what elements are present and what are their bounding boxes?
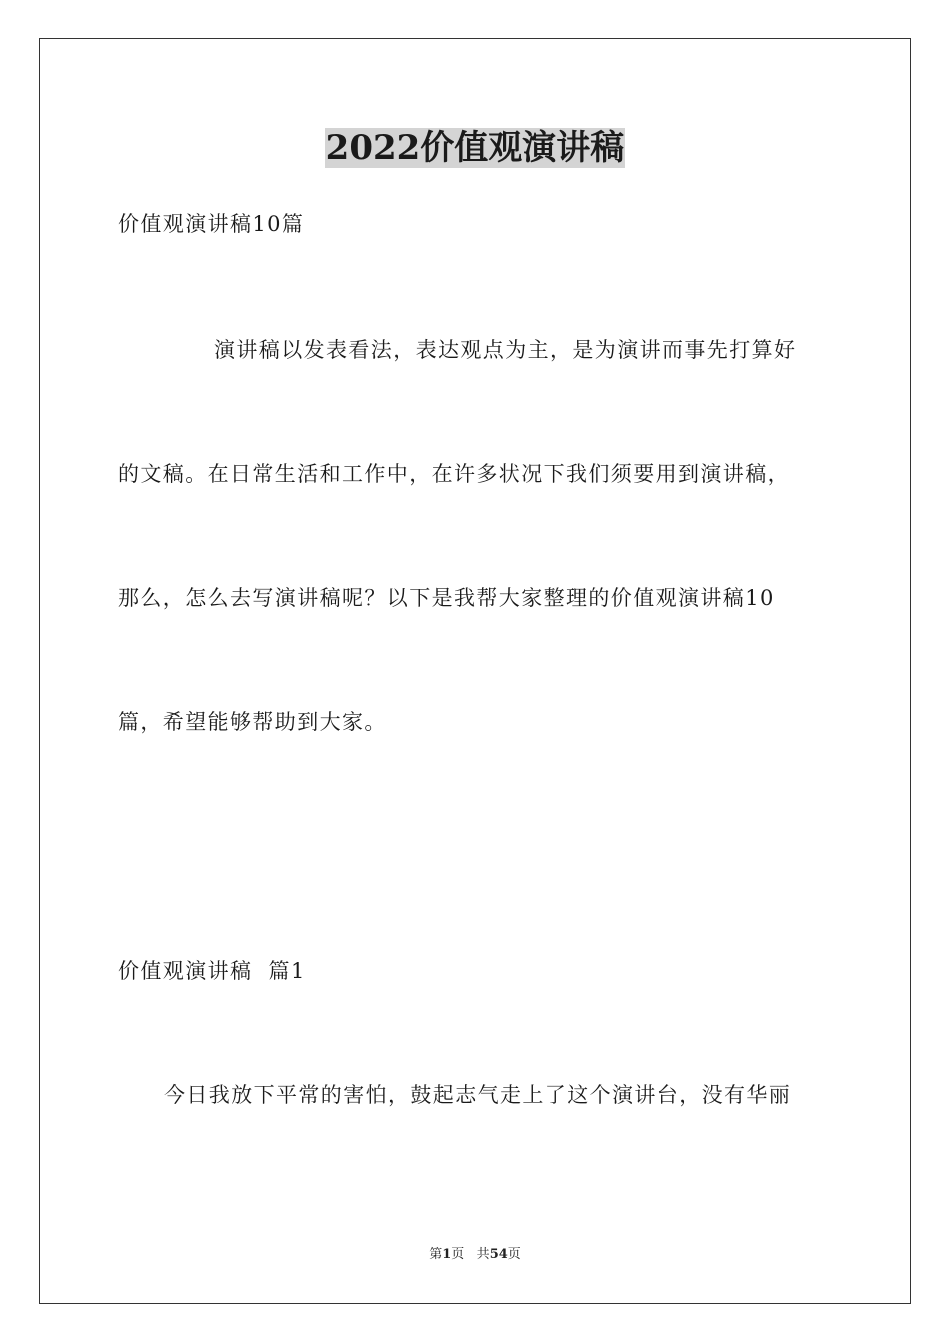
intro-paragraph-line: 的文稿。在日常生活和工作中，在许多状况下我们须要用到演讲稿， <box>118 462 790 486</box>
document-title <box>0 126 950 170</box>
document-title-text: 2022价值观演讲稿 <box>325 128 625 168</box>
section-heading: 价值观演讲稿 篇1 <box>118 959 306 983</box>
footer-total-pages: 54 <box>489 1247 508 1262</box>
footer-page-number: 1 <box>442 1247 452 1262</box>
section-paragraph-line: 今日我放下平常的害怕，鼓起志气走上了这个演讲台，没有华丽 <box>164 1083 792 1107</box>
footer-page-prefix: 第 <box>429 1247 443 1262</box>
document-subtitle: 价值观演讲稿10篇 <box>118 212 305 236</box>
page-footer <box>0 1246 950 1264</box>
footer-page-suffix: 页 <box>451 1247 465 1262</box>
footer-total-prefix: 共 <box>476 1247 490 1262</box>
intro-paragraph-line: 篇，希望能够帮助到大家。 <box>118 710 387 734</box>
intro-paragraph-line: 那么，怎么去写演讲稿呢？以下是我帮大家整理的价值观演讲稿10 <box>118 586 775 610</box>
footer-total-suffix: 页 <box>507 1247 521 1262</box>
intro-paragraph-line: 演讲稿以发表看法，表达观点为主，是为演讲而事先打算好 <box>214 338 797 362</box>
